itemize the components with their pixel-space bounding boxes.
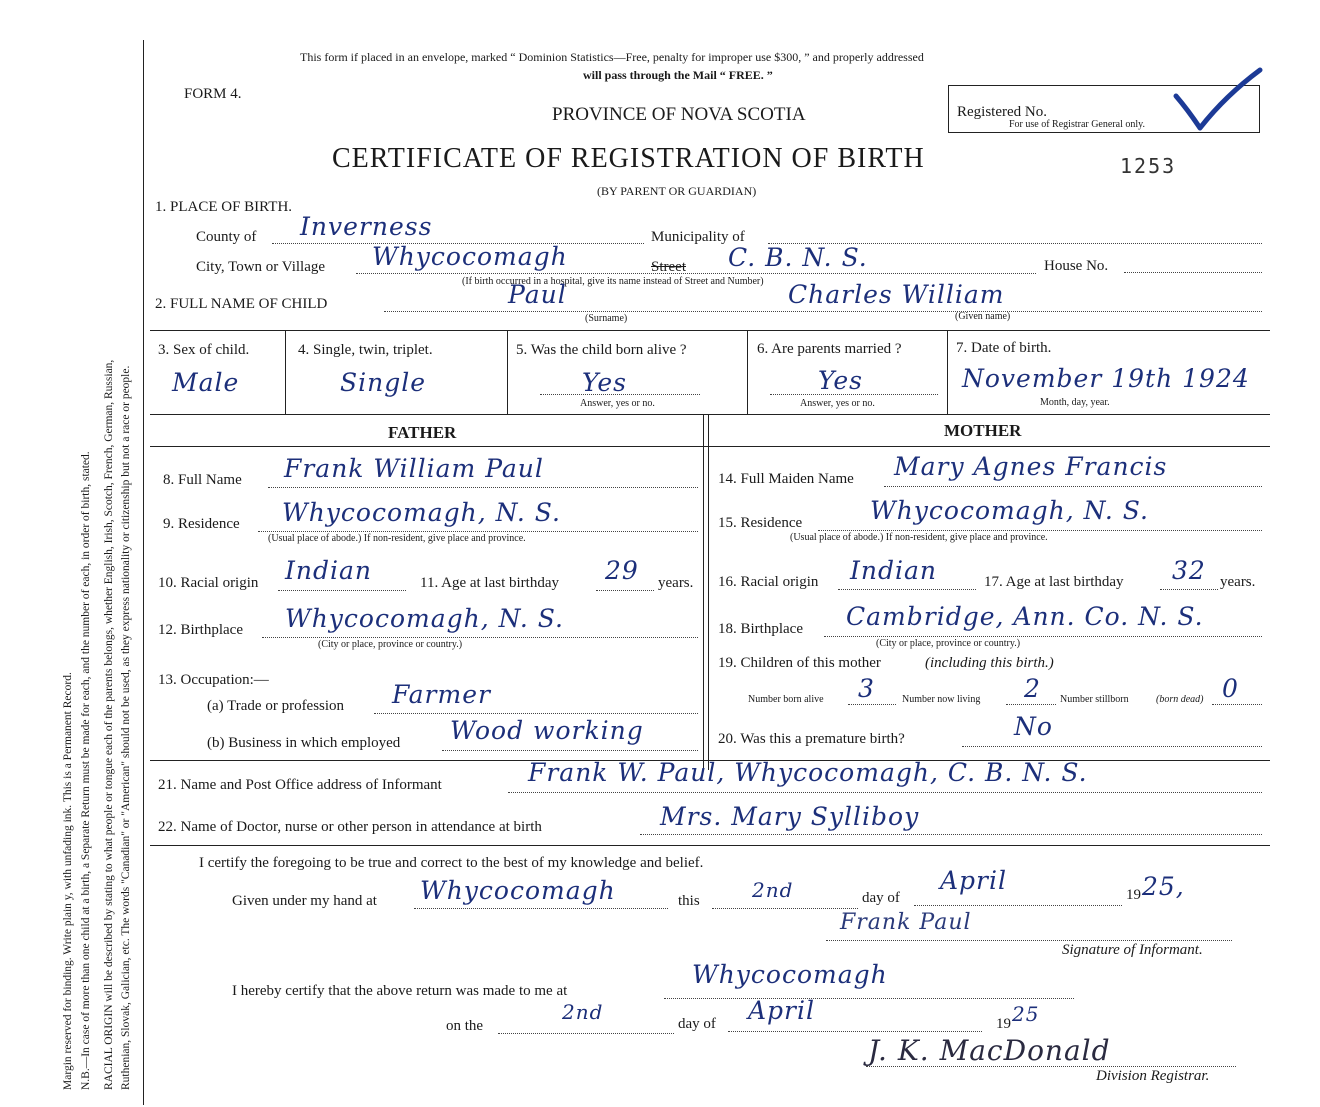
- registrar-month-line: [728, 1031, 982, 1032]
- doctor-value: Mrs. Mary Sylliboy: [660, 802, 920, 831]
- father-years: years.: [658, 575, 694, 591]
- business-line: [442, 750, 698, 751]
- column-divider-b: [708, 414, 709, 770]
- form-number: FORM 4.: [184, 86, 242, 102]
- father-racial-value: Indian: [285, 556, 372, 585]
- house-no-label: House No.: [1044, 258, 1109, 274]
- living-count-label: Number now living: [902, 694, 981, 705]
- born-alive-count-line: [848, 704, 896, 705]
- children-label: 19. Children of this mother: [718, 655, 881, 671]
- doctor-line: [640, 834, 1262, 835]
- premature-value: No: [1014, 712, 1053, 741]
- dob-caption: Month, day, year.: [1040, 397, 1110, 408]
- this-label: this: [678, 893, 700, 909]
- father-name-line: [268, 487, 698, 488]
- father-birthplace-caption: (City or place, province or country.): [318, 639, 463, 650]
- rule-certification: [150, 845, 1270, 846]
- child-name-label: 2. FULL NAME OF CHILD: [155, 296, 328, 312]
- mother-birthplace-label: 18. Birthplace: [718, 621, 803, 637]
- checkmark-icon: [1170, 66, 1266, 134]
- mother-birthplace-caption: (City or place, province or country.): [876, 638, 1021, 649]
- column-divider-a: [703, 414, 704, 770]
- cert-year-value: 25,: [1142, 872, 1185, 901]
- married-line: [770, 394, 938, 395]
- house-no-line: [1124, 272, 1262, 273]
- mother-age-line: [1160, 589, 1218, 590]
- registrar-day-value: 2nd: [562, 1000, 604, 1024]
- cert-year-prefix: 19: [1126, 887, 1141, 903]
- registrar-year-prefix: 19: [996, 1016, 1011, 1032]
- postal-notice-free: will pass through the Mail “ FREE. ”: [583, 68, 773, 82]
- dob-label: 7. Date of birth.: [956, 340, 1052, 356]
- born-alive-caption: Answer, yes or no.: [580, 398, 655, 409]
- mother-birthplace-value: Cambridge, Ann. Co. N. S.: [846, 602, 1204, 631]
- living-count-value: 2: [1024, 674, 1041, 703]
- informant-signature-caption: Signature of Informant.: [1062, 942, 1203, 958]
- racial-origin-note-cont: Ruthenian, Slovak, Galician, etc. The words "Canadian" or "American" should not be used, as they express nationality or citizenship but not a race or people.: [120, 365, 132, 1090]
- born-alive-line: [540, 394, 700, 395]
- informant-line: [508, 792, 1262, 793]
- registered-no-label: Registered No.: [957, 104, 1047, 120]
- given-name-caption: (Given name): [955, 311, 1011, 322]
- cert-month-value: April: [940, 866, 1007, 895]
- county-label: County of: [196, 229, 257, 245]
- racial-origin-note: RACIAL ORIGIN will be described by stating to what people or tongue each of the parents belongs, whether English, Irish, Scotch, French, German, Russian,: [103, 359, 115, 1090]
- stillborn-count-line: [1212, 704, 1262, 705]
- mother-heading: MOTHER: [944, 421, 1022, 440]
- registrar-signature-line: [866, 1066, 1236, 1067]
- occupation-label: 13. Occupation:—: [158, 672, 269, 688]
- binding-note: Margin reserved for binding. Write plain y, with unfading ink. This is a Permanent Record.: [62, 672, 74, 1090]
- mother-racial-label: 16. Racial origin: [718, 574, 819, 590]
- married-value: Yes: [818, 366, 863, 395]
- living-count-line: [1006, 704, 1056, 705]
- father-residence-line: [258, 531, 698, 532]
- married-label: 6. Are parents married ?: [757, 341, 902, 357]
- business-value: Wood working: [450, 716, 644, 745]
- stillborn-count-label: Number stillborn: [1060, 694, 1129, 705]
- father-age-value: 29: [605, 556, 639, 585]
- doctor-label: 22. Name of Doctor, nurse or other person in attendance at birth: [158, 819, 542, 835]
- cert-month-line: [914, 905, 1122, 906]
- father-racial-line: [278, 590, 406, 591]
- cert-day-line: [712, 908, 858, 909]
- born-alive-count-label: Number born alive: [748, 694, 824, 705]
- trade-line: [374, 713, 698, 714]
- father-racial-label: 10. Racial origin: [158, 575, 259, 591]
- mother-residence-value: Whycocomagh, N. S.: [870, 496, 1149, 525]
- father-residence-caption: (Usual place of abode.) If non-resident, give place and province.: [268, 533, 526, 544]
- mother-age-value: 32: [1172, 556, 1206, 585]
- city-value: Whycocomagh: [372, 242, 568, 271]
- margin-rule: [143, 40, 144, 1105]
- child-name-line: [384, 311, 1262, 312]
- page-title: CERTIFICATE OF REGISTRATION OF BIRTH: [332, 143, 925, 174]
- given-place-line: [414, 908, 668, 909]
- mother-racial-value: Indian: [850, 556, 937, 585]
- hospital-note: (If birth occurred in a hospital, give its name instead of Street and Number): [462, 276, 764, 287]
- cert-day-label: day of: [862, 890, 900, 906]
- municipality-label: Municipality of: [651, 229, 745, 245]
- place-of-birth-heading: 1. PLACE OF BIRTH.: [155, 199, 293, 215]
- trade-label: (a) Trade or profession: [207, 698, 345, 714]
- stillborn-count-value: 0: [1222, 674, 1239, 703]
- informant-label: 21. Name and Post Office address of Informant: [158, 777, 442, 793]
- cert-day-value: 2nd: [752, 878, 794, 902]
- county-value: Inverness: [300, 212, 433, 241]
- informant-signature: Frank Paul: [840, 910, 972, 935]
- trade-value: Farmer: [392, 680, 491, 709]
- binding-margin-notes: [0, 0, 138, 1107]
- registrar-signature: J. K. MacDonald: [868, 1034, 1111, 1067]
- registrar-month-value: April: [748, 996, 815, 1025]
- rule-box-3: [747, 330, 748, 414]
- registrar-day-label: day of: [678, 1016, 716, 1032]
- given-label: Given under my hand at: [232, 893, 377, 909]
- children-note: (including this birth.): [925, 655, 1054, 671]
- father-age-line: [596, 590, 654, 591]
- surname-caption: (Surname): [585, 313, 628, 324]
- mother-name-value: Mary Agnes Francis: [894, 452, 1168, 481]
- plurality-value: Single: [340, 368, 427, 397]
- dob-value: November 19th 1924: [962, 364, 1250, 393]
- sex-label: 3. Sex of child.: [158, 342, 250, 358]
- certification-statement: I certify the foregoing to be true and correct to the best of my knowledge and belief.: [199, 855, 704, 871]
- mother-residence-caption: (Usual place of abode.) If non-resident, give place and province.: [790, 532, 1048, 543]
- informant-value: Frank W. Paul, Whycocomagh, C. B. N. S.: [528, 758, 1088, 787]
- premature-label: 20. Was this a premature birth?: [718, 731, 905, 747]
- rule-box-4: [947, 330, 948, 414]
- father-name-label: 8. Full Name: [163, 472, 242, 488]
- postal-notice: This form if placed in an envelope, marked “ Dominion Statistics—Free, penalty for improper use $300, ” and properly addressed: [300, 50, 924, 64]
- street-value: C. B. N. S.: [728, 243, 868, 272]
- born-alive-label: 5. Was the child born alive ?: [516, 342, 687, 358]
- rule-box-2: [507, 330, 508, 414]
- sex-value: Male: [172, 368, 240, 397]
- stillborn-count-note: (born dead): [1156, 694, 1204, 705]
- multiple-birth-note: N.B.—In case of more than one child at a birth, a Separate Return must be made for each, and the number of each, in order of birth, stated.: [80, 451, 92, 1090]
- registrar-place-line: [664, 998, 1074, 999]
- rule-box-1: [285, 330, 286, 414]
- mother-years: years.: [1220, 574, 1256, 590]
- registrar-year-value: 25: [1012, 1002, 1040, 1026]
- born-alive-value: Yes: [582, 368, 627, 397]
- child-given-value: Charles William: [788, 280, 1005, 309]
- given-place-value: Whycocomagh: [420, 876, 616, 905]
- mother-birthplace-line: [824, 636, 1262, 637]
- premature-line: [962, 746, 1262, 747]
- mother-name-label: 14. Full Maiden Name: [718, 471, 854, 487]
- page-subtitle: (BY PARENT OR GUARDIAN): [597, 184, 757, 198]
- informant-signature-line: [826, 940, 1232, 941]
- mother-racial-line: [838, 589, 976, 590]
- father-birthplace-value: Whycocomagh, N. S.: [285, 604, 564, 633]
- born-alive-count-value: 3: [858, 674, 875, 703]
- mother-residence-label: 15. Residence: [718, 515, 803, 531]
- stamp-number: 1253: [1120, 154, 1177, 178]
- child-surname-value: Paul: [508, 280, 567, 309]
- registrar-signature-caption: Division Registrar.: [1096, 1068, 1210, 1084]
- city-line: [356, 273, 1036, 274]
- father-heading: FATHER: [388, 423, 457, 442]
- rule-top-boxes: [150, 330, 1270, 331]
- rule-headings: [150, 446, 1270, 447]
- registrar-only-note: For use of Registrar General only.: [1009, 119, 1145, 130]
- father-age-label: 11. Age at last birthday: [420, 575, 559, 591]
- registrar-statement: I hereby certify that the above return was made to me at: [232, 983, 568, 999]
- mother-age-label: 17. Age at last birthday: [984, 574, 1124, 590]
- registrar-day-line: [498, 1033, 674, 1034]
- city-label: City, Town or Village: [196, 259, 326, 275]
- father-residence-value: Whycocomagh, N. S.: [282, 498, 561, 527]
- mother-name-line: [884, 486, 1262, 487]
- rule-bottom-boxes: [150, 414, 1270, 415]
- father-residence-label: 9. Residence: [163, 516, 240, 532]
- father-name-value: Frank William Paul: [284, 454, 544, 483]
- father-birthplace-label: 12. Birthplace: [158, 622, 243, 638]
- plurality-label: 4. Single, twin, triplet.: [298, 342, 433, 358]
- mother-residence-line: [818, 530, 1262, 531]
- province-heading: PROVINCE OF NOVA SCOTIA: [552, 104, 806, 125]
- street-label: Street: [651, 259, 686, 275]
- father-birthplace-line: [262, 637, 698, 638]
- business-label: (b) Business in which employed: [207, 735, 401, 751]
- married-caption: Answer, yes or no.: [800, 398, 875, 409]
- registrar-place-value: Whycocomagh: [692, 960, 888, 989]
- on-the-label: on the: [446, 1018, 484, 1034]
